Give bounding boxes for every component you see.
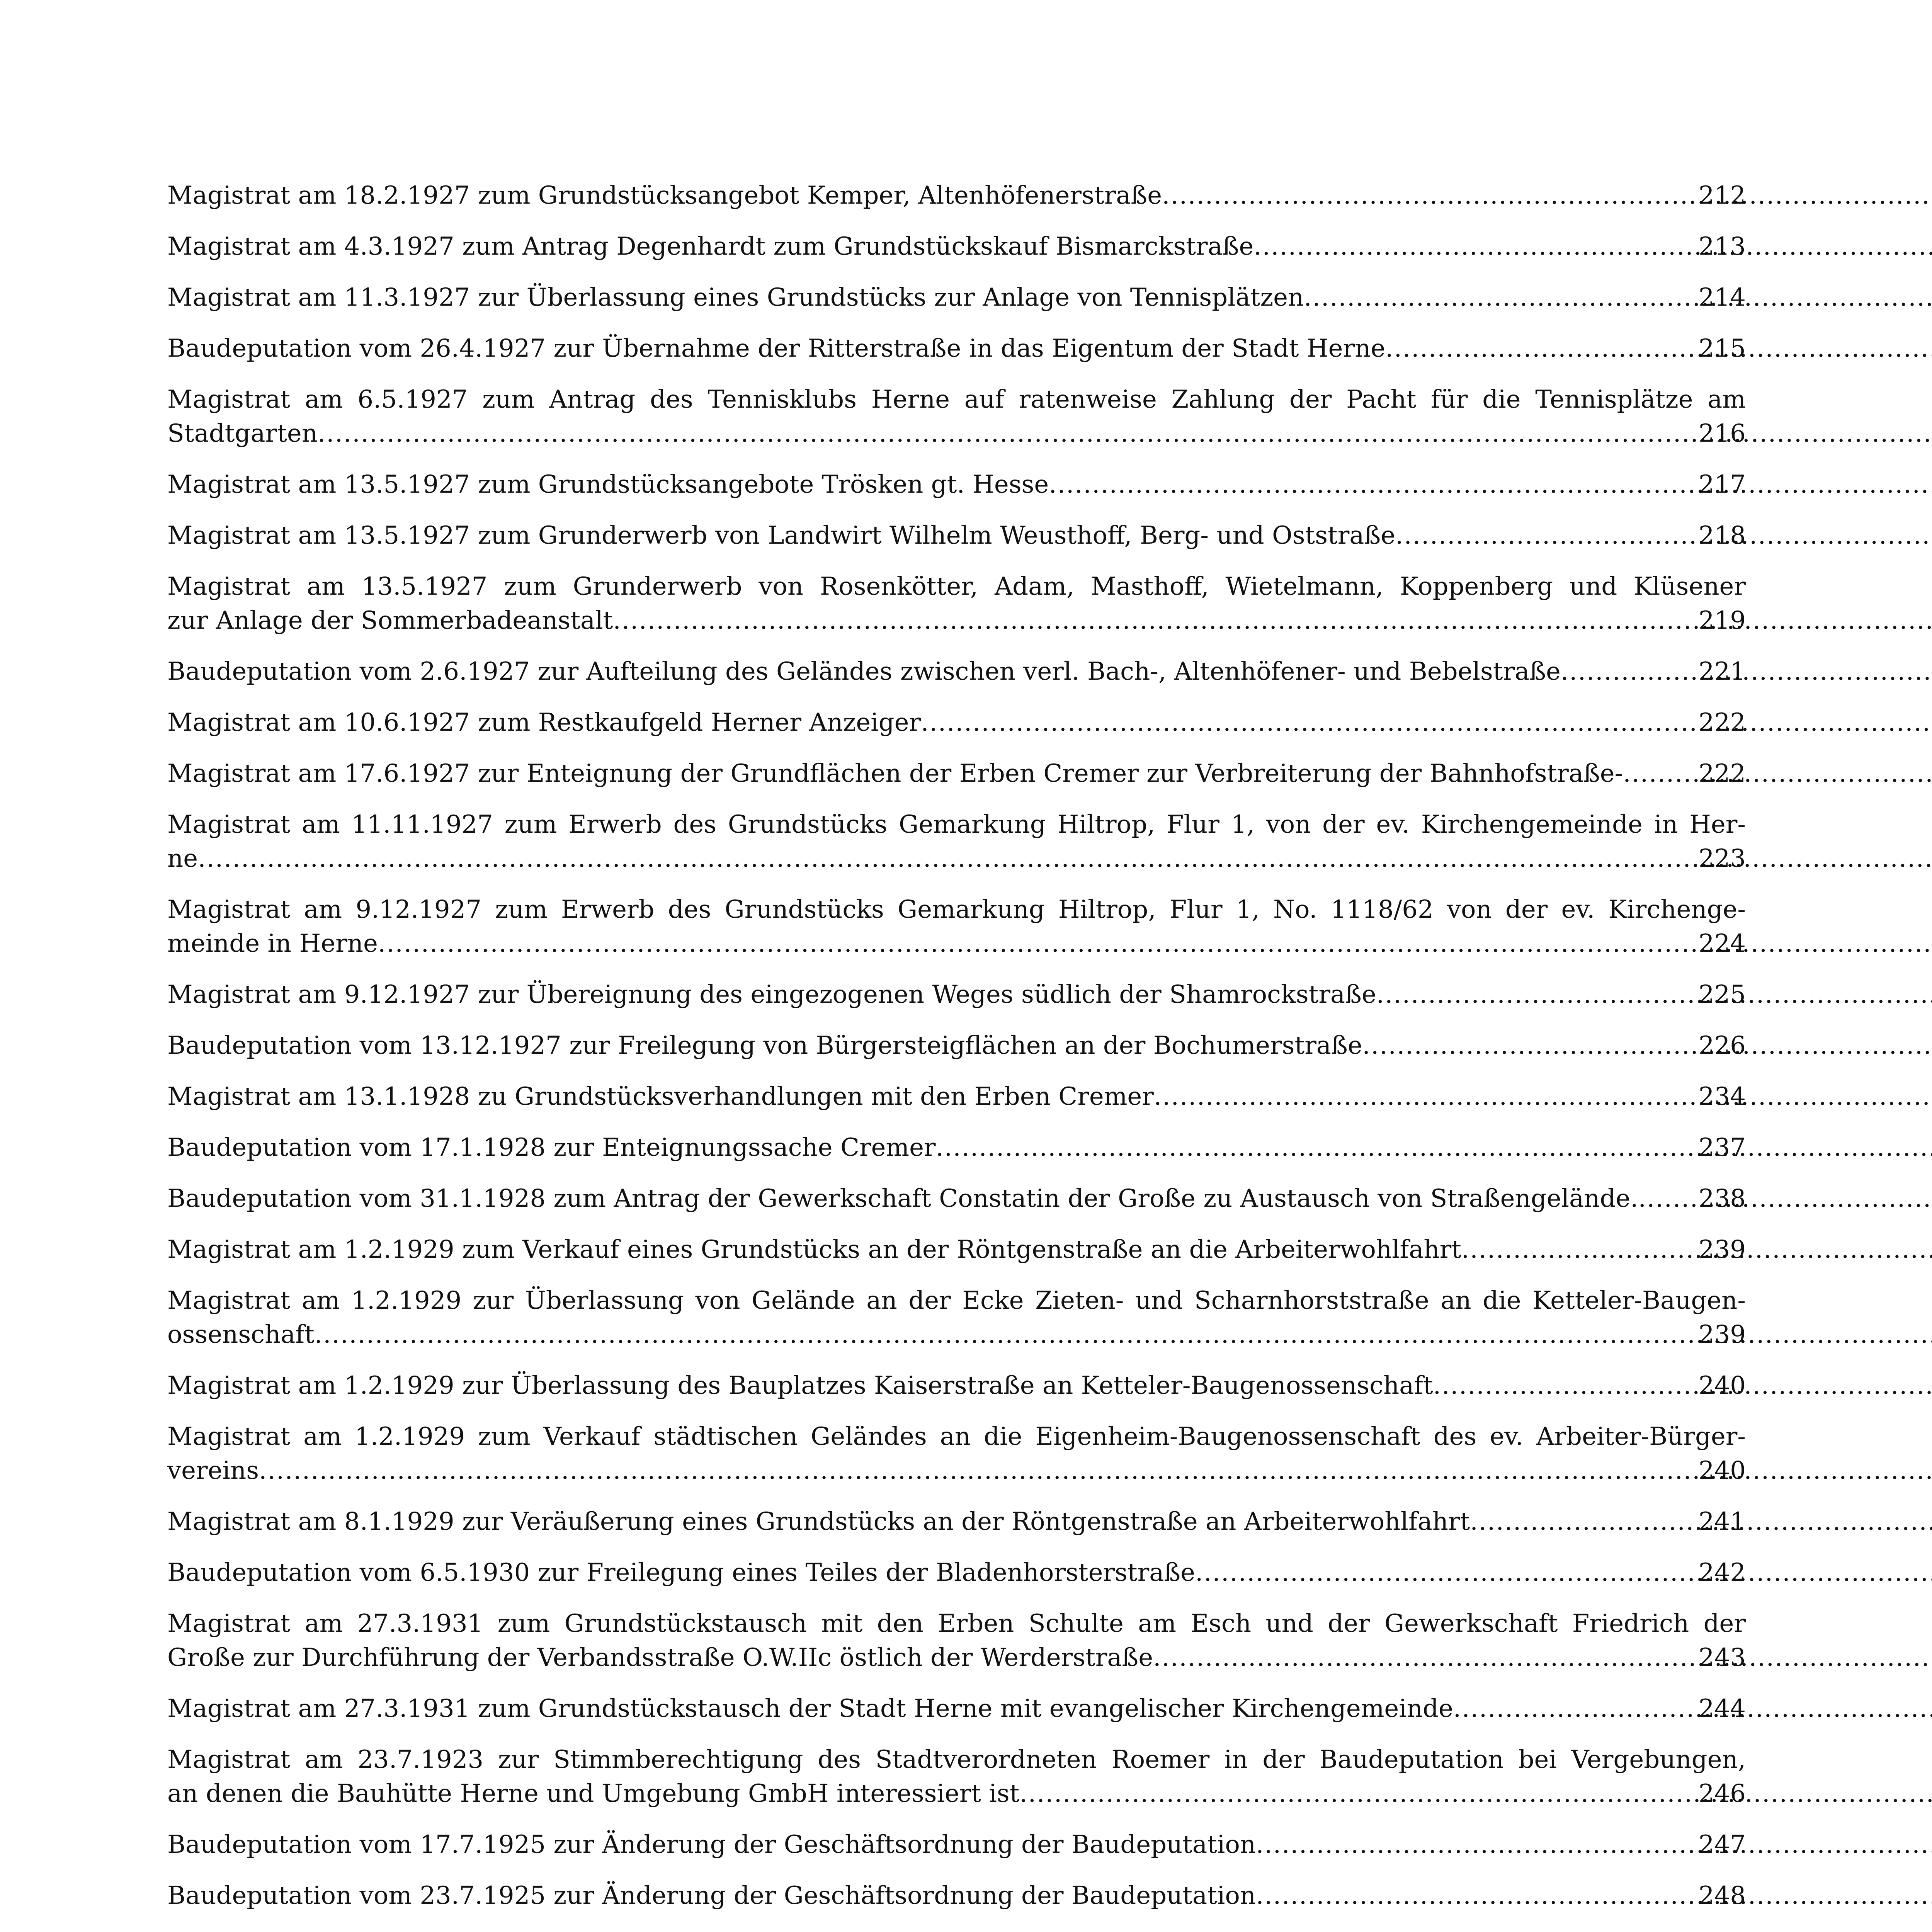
toc-entry[interactable] [167,893,1746,961]
toc-entry-row [167,468,1746,502]
toc-entry-title: ossenschaft [167,1320,315,1349]
page-number: 222 [1698,759,1746,788]
toc-entry-title-line: Magistrat am 13.5.1927 zum Grunderwerb von Rosenkötter, Adam, Masthoff, Wietelmann, Koppenberg und Klüsener [167,572,1746,601]
dot-leader [921,706,1697,740]
toc-entry[interactable] [167,281,1746,315]
toc-entry[interactable] [167,468,1746,502]
page-number: 226 [1698,1031,1746,1060]
page-number: 241 [1698,1507,1746,1536]
toc-entry-title: Magistrat am 8.1.1929 zur Veräußerung eines Grundstücks an der Röntgenstraße an Arbeiterwohlfahrt [167,1507,1470,1536]
toc-entry-title: Stadtgarten [167,419,318,448]
dot-leader [315,1318,1697,1352]
toc-entry-row [167,1369,1746,1403]
dot-leader [1304,281,1697,315]
toc-entry-row [167,332,1746,366]
toc-entry-row [167,927,1746,961]
toc-entry-title-line: Magistrat am 27.3.1931 zum Grundstückstausch mit den Erben Schulte am Esch und der Gewerkschaft Friedrich der [167,1609,1746,1638]
toc-entry-title-line: Magistrat am 1.2.1929 zum Verkauf städtischen Geländes an die Eigenheim-Baugenossenschaft des ev. Arbeiter-Bürger- [167,1422,1746,1451]
toc-entry[interactable] [167,1692,1746,1726]
dot-leader [1623,757,1697,791]
toc-entry[interactable] [167,1029,1746,1063]
toc-entry-title: Magistrat am 18.2.1927 zum Grundstücksangebot Kemper, Altenhöfenerstraße [167,181,1162,210]
toc-entry-title: Magistrat am 13.5.1927 zum Grunderwerb von Landwirt Wilhelm Weusthoff, Berg- und Oststraße [167,521,1396,550]
toc-entry[interactable] [167,519,1746,553]
dot-leader [613,604,1697,638]
toc-entry[interactable] [167,1080,1746,1114]
toc-entry[interactable] [167,1284,1746,1352]
toc-entry[interactable] [167,1233,1746,1267]
dot-leader [1376,978,1697,1012]
toc-entry[interactable] [167,1879,1746,1913]
page-number: 224 [1698,929,1746,958]
dot-leader [259,1454,1697,1488]
page-number: 218 [1698,521,1746,550]
dot-leader [1638,1182,1697,1216]
dot-leader [1561,655,1697,689]
dot-leader [378,927,1697,961]
toc-entry-row [167,1556,1746,1590]
page-number: 244 [1698,1694,1746,1723]
page-number: 214 [1698,283,1746,312]
toc-entry-title: vereins [167,1456,259,1485]
toc-entry[interactable] [167,1828,1746,1862]
toc-entry-row [167,842,1746,876]
toc-entry[interactable] [167,1505,1746,1539]
toc-entry[interactable] [167,1930,1746,1932]
toc-entry-row [167,706,1746,740]
toc-entry-title: Baudeputation vom 31.1.1928 zum Antrag der Gewerkschaft Constatin der Große zu Austausch von Straßengelände. [167,1184,1638,1213]
toc-entry-title: Baudeputation vom 2.6.1927 zur Aufteilung des Geländes zwischen verl. Bach-, Altenhöfener- und Bebelstraße [167,657,1561,686]
toc-page [167,179,1746,1932]
toc-entry[interactable] [167,757,1746,791]
toc-entry-title-line: Magistrat am 1.2.1929 zur Überlassung von Gelände an der Ecke Zieten- und Scharnhorststraße an die Ketteler-Baugen- [167,1286,1746,1315]
toc-entry-title: Baudeputation vom 17.7.1925 zur Änderung der Geschäftsordnung der Baudeputation [167,1830,1256,1859]
page-number: 222 [1698,708,1746,737]
page-number: 242 [1698,1558,1746,1587]
toc-entry-title: Magistrat am 13.5.1927 zum Grundstücksangebote Trösken gt. Hesse [167,470,1049,499]
toc-entry-title-line [167,1930,1746,1932]
page-number: 240 [1698,1456,1746,1485]
toc-entry-title: Magistrat am 1.2.1929 zum Verkauf eines Grundstücks an der Röntgenstraße an die Arbeiterwohlfahrt [167,1235,1461,1264]
toc-entry-title: ne [167,844,198,873]
page-number: 216 [1698,419,1746,448]
toc-entry[interactable] [167,1182,1746,1216]
toc-entry-row [167,1182,1746,1216]
toc-entry-title-line: Magistrat am 9.12.1927 zum Erwerb des Grundstücks Gemarkung Hiltrop, Flur 1, No. 1118/62 von der ev. Kirchenge- [167,895,1746,924]
page-number: 225 [1698,980,1746,1009]
page-number: 221 [1698,657,1746,686]
dot-leader [1433,1369,1697,1403]
toc-entry-row [167,417,1746,451]
toc-entry[interactable] [167,1131,1746,1165]
page-number: 248 [1698,1881,1746,1910]
toc-entry[interactable] [167,179,1746,213]
dot-leader [1385,332,1697,366]
toc-entry-row [167,519,1746,553]
dot-leader [1453,1692,1697,1726]
toc-entry[interactable] [167,1607,1746,1675]
dot-leader [1019,1777,1697,1811]
toc-entry-row [167,1777,1746,1811]
toc-entry-row [167,281,1746,315]
toc-entry-title: Magistrat am 17.6.1927 zur Enteignung der Grundflächen der Erben Cremer zur Verbreiterung der Bahnhofstraße- [167,759,1623,788]
page-number: 215 [1698,334,1746,363]
dot-leader [1470,1505,1697,1539]
toc-entry-title: Baudeputation vom 23.7.1925 zur Änderung der Geschäftsordnung der Baudeputation [167,1881,1256,1910]
page-number: 219 [1698,606,1746,635]
page-number: 237 [1698,1133,1746,1162]
toc-entry-row [167,1080,1746,1114]
toc-entry[interactable] [167,1369,1746,1403]
toc-entry[interactable] [167,570,1746,638]
toc-entry-row [167,230,1746,264]
page-number: 239 [1698,1320,1746,1349]
page-number: 212 [1698,181,1746,210]
toc-entry-row [167,1029,1746,1063]
toc-entry-title-line: Magistrat am 23.7.1923 zur Stimmberechtigung des Stadtverordneten Roemer in der Baudeputation bei Vergebungen, [167,1745,1746,1774]
dot-leader [936,1131,1697,1165]
dot-leader [1256,1828,1697,1862]
page-number: 238 [1698,1184,1746,1213]
toc-entry-title: an denen die Bauhütte Herne und Umgebung GmbH interessiert ist [167,1779,1020,1808]
dot-leader [1154,1080,1697,1114]
toc-entry-title: Magistrat am 13.1.1928 zu Grundstücksverhandlungen mit den Erben Cremer [167,1082,1154,1111]
toc-entry-row [167,1641,1746,1675]
toc-entry-row [167,1454,1746,1488]
toc-entry-title: zur Anlage der Sommerbadeanstalt [167,606,613,635]
toc-entry-row [167,757,1746,791]
toc-entry-title: Große zur Durchführung der Verbandsstraße O.W.IIc östlich der Werderstraße [167,1643,1153,1672]
toc-entry-row [167,1505,1746,1539]
toc-entry-title: Magistrat am 10.6.1927 zum Restkaufgeld Herner Anzeiger [167,708,921,737]
toc-entry-title: Magistrat am 1.2.1929 zur Überlassung des Bauplatzes Kaiserstraße an Ketteler-Baugenossenschaft [167,1371,1433,1400]
toc-entry-row [167,1692,1746,1726]
toc-entry-title-line: Magistrat am 11.11.1927 zum Erwerb des Grundstücks Gemarkung Hiltrop, Flur 1, von der ev. Kirchengemeinde in Her- [167,810,1746,839]
page-number: 239 [1698,1235,1746,1264]
toc-entry-row [167,179,1746,213]
toc-entry-title: Baudeputation vom 26.4.1927 zur Übernahme der Ritterstraße in das Eigentum der Stadt Herne [167,334,1386,363]
dot-leader [1256,1879,1697,1913]
dot-leader [1395,519,1697,553]
dot-leader [1153,1641,1697,1675]
toc-entry-title: meinde in Herne [167,929,378,958]
dot-leader [1461,1233,1697,1267]
toc-entry-title: Magistrat am 4.3.1927 zum Antrag Degenhardt zum Grundstückskauf Bismarckstraße [167,232,1254,261]
toc-entry-title-line: Magistrat am 6.5.1927 zum Antrag des Tennisklubs Herne auf ratenweise Zahlung der Pacht für die Tennisplätze am [167,385,1746,414]
toc-entry-title: Magistrat am 27.3.1931 zum Grundstückstausch der Stadt Herne mit evangelischer Kirchengemeinde [167,1694,1453,1723]
dot-leader [1162,179,1697,213]
toc-entry-title: Baudeputation vom 17.1.1928 zur Enteignungssache Cremer [167,1133,936,1162]
toc-entry[interactable] [167,1420,1746,1488]
toc-entry-row [167,1828,1746,1862]
toc-entry[interactable] [167,230,1746,264]
dot-leader [198,842,1697,876]
toc-entry-row [167,1318,1746,1352]
dot-leader [318,417,1697,451]
page-number: 240 [1698,1371,1746,1400]
dot-leader [1362,1029,1697,1063]
toc-entry-row [167,604,1746,638]
dot-leader [1195,1556,1697,1590]
page-number: 247 [1698,1830,1746,1859]
toc-entry-row [167,1233,1746,1267]
toc-entry[interactable] [167,808,1746,876]
toc-entry[interactable] [167,655,1746,689]
toc-entry[interactable] [167,1556,1746,1590]
toc-entry[interactable] [167,1743,1746,1811]
toc-entry-title: Baudeputation vom 6.5.1930 zur Freilegung eines Teiles der Bladenhorsterstraße [167,1558,1195,1587]
toc-entry[interactable] [167,332,1746,366]
page-number: 246 [1698,1779,1746,1808]
toc-entry-title: Magistrat am 11.3.1927 zur Überlassung eines Grundstücks zur Anlage von Tennisplätzen [167,283,1304,312]
page-number: 234 [1698,1082,1746,1111]
page-number: 213 [1698,232,1746,261]
toc-entry-title: Baudeputation vom 13.12.1927 zur Freilegung von Bürgersteigflächen an der Bochumerstraße [167,1031,1362,1060]
toc-list [167,179,1746,1932]
toc-entry[interactable] [167,978,1746,1012]
page-number: 243 [1698,1643,1746,1672]
page-number: 223 [1698,844,1746,873]
toc-entry[interactable] [167,706,1746,740]
toc-entry[interactable] [167,383,1746,451]
toc-entry-row [167,655,1746,689]
dot-leader [1049,468,1697,502]
toc-entry-row [167,1879,1746,1913]
toc-entry-row [167,1131,1746,1165]
toc-entry-row [167,978,1746,1012]
dot-leader [1253,230,1697,264]
page-number: 217 [1698,470,1746,499]
toc-entry-title: Magistrat am 9.12.1927 zur Übereignung des eingezogenen Weges südlich der Shamrockstraße [167,980,1376,1009]
